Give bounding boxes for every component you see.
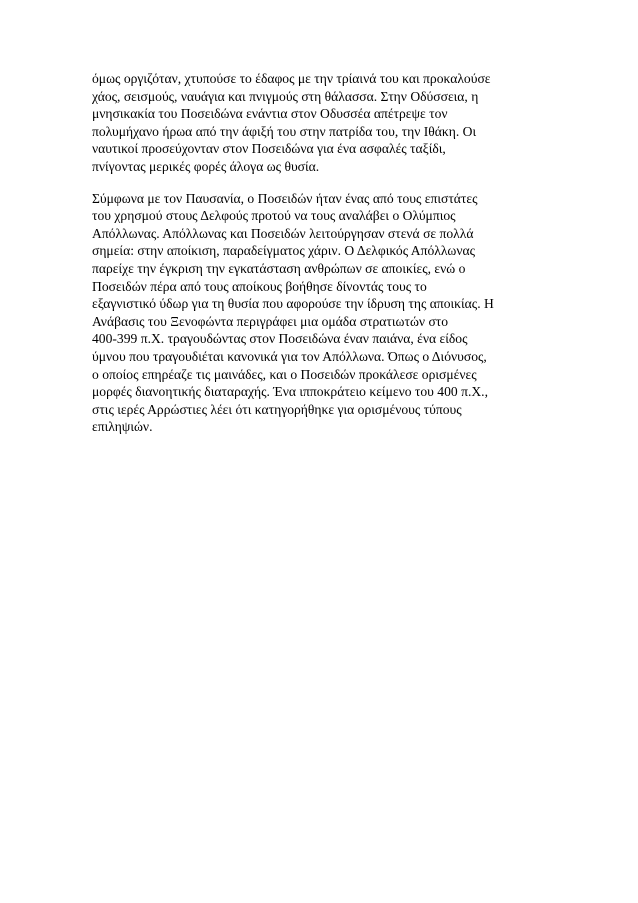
text-line: πνίγοντας μερικές φορές άλογα ως θυσία. xyxy=(92,158,320,174)
text-line: στις ιερές Αρρώστιες λέει ότι κατηγορήθηκε για ορισμένους τύπους xyxy=(92,401,462,417)
text-line: ναυτικοί προσεύχονταν στον Ποσειδώνα για ένα ασφαλές ταξίδι, xyxy=(92,141,446,157)
text-line: 400-399 π.Χ. τραγουδώντας στον Ποσειδώνα έναν παιάνα, ένα είδος xyxy=(92,331,468,347)
text-line: Ποσειδών πέρα από τους αποίκους βοήθησε δίνοντάς τους το xyxy=(92,278,427,294)
text-line: μορφές διανοητικής διαταραχής. Ένα ιπποκράτειο κείμενο του 400 π.Χ., xyxy=(92,384,488,400)
text-line: ο οποίος επηρέαζε τις μαινάδες, και ο Ποσειδών προκάλεσε ορισμένες xyxy=(92,366,477,382)
text-line: χάος, σεισμούς, ναυάγια και πνιγμούς στη θάλασσα. Στην Οδύσσεια, η xyxy=(92,88,479,104)
text-line: επιληψιών. xyxy=(92,419,153,435)
text-line: παρείχε την έγκριση την εγκατάσταση ανθρώπων σε αποικίες, ενώ ο xyxy=(92,260,466,276)
text-line: μνησικακία του Ποσειδώνα ενάντια στον Οδυσσέα απέτρεψε τον xyxy=(92,106,448,122)
text-line: όμως οργιζόταν, χτυπούσε το έδαφος με την τρίαινά του και προκαλούσε xyxy=(92,71,491,86)
text-line: Ανάβασις του Ξενοφώντα περιγράφει μια ομάδα στρατιωτών στο xyxy=(92,313,449,329)
text-line: εξαγνιστικό ύδωρ για τη θυσία που αφορούσε την ίδρυση της αποικίας. Η xyxy=(92,296,494,312)
text-line: ύμνου που τραγουδιέται κανονικά για τον Απόλλωνα. Όπως ο Διόνυσος, xyxy=(92,348,487,364)
text-line: Σύμφωνα με τον Παυσανία, ο Ποσειδών ήταν ένας από τους επιστάτες xyxy=(92,190,478,206)
text-line: πολυμήχανο ήρωα από την άφιξή του στην πατρίδα του, την Ιθάκη. Οι xyxy=(92,123,477,139)
text-line: σημεία: στην αποίκιση, παραδείγματος χάριν. Ο Δελφικός Απόλλωνας xyxy=(92,243,476,259)
document-body xyxy=(92,70,562,436)
paragraph-2 xyxy=(92,190,562,436)
paragraph-1 xyxy=(92,70,562,176)
text-line: Απόλλωνας. Απόλλωνας και Ποσειδών λειτούργησαν στενά σε πολλά xyxy=(92,225,474,241)
text-line: του χρησμού στους Δελφούς προτού να τους αναλάβει ο Ολύμπιος xyxy=(92,208,456,224)
